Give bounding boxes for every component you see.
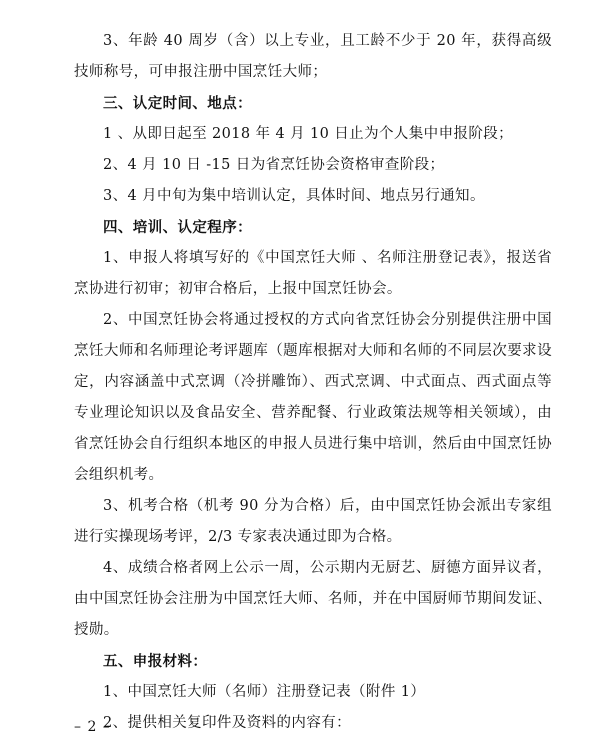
- paragraph-age-requirement: 3、年龄 40 周岁（含）以上专业，且工龄不少于 20 年，获得高级技师称号，可申报注册中国烹饪大师；: [74, 33, 552, 80]
- section-heading-materials: 五、申报材料：: [103, 653, 208, 670]
- paragraph-training-period: 3、4 月中旬为集中培训认定，具体时间、地点另行通知。: [103, 188, 485, 204]
- paragraph-application-period: 1 、从即日起至 2018 年 4 月 10 日止为个人集中申报阶段；: [103, 126, 514, 142]
- paragraph-procedure-4: 4、成绩合格者网上公示一周，公示期内无厨艺、厨德方面异议者，由中国烹饪协会注册为中国烹饪大师、名师，并在中国厨师节期间发证、授勋。: [74, 560, 552, 638]
- paragraph-review-period: 2、4 月 10 日 -15 日为省烹饪协会资格审查阶段；: [103, 157, 445, 173]
- section-heading-time-place: 三、认定时间、地点：: [103, 95, 252, 112]
- paragraph-procedure-3: 3、机考合格（机考 90 分为合格）后，由中国烹饪协会派出专家组进行实操现场考评，2/3 专家表决通过即为合格。: [74, 498, 552, 545]
- page-number: – 2 –: [74, 719, 111, 735]
- paragraph-procedure-2: 2、中国烹饪协会将通过授权的方式向省烹饪协会分别提供注册中国烹饪大师和名师理论考评题库（题库根据对大师和名师的不同层次要求设定，内容涵盖中式烹调（冷拼雕饰）、西式烹调、中式面点、西式面点等专业理论知识以及食品安全、营养配餐、行业政策法规等相关领域），由省烹饪协会自行组织本地区的申报人员进行集中培训，然后由中国烹饪协会组织机考。: [74, 312, 552, 483]
- paragraph-procedure-1: 1、申报人将填写好的《中国烹饪大师 、名师注册登记表》，报送省烹协进行初审；初审合格后，上报中国烹饪协会。: [74, 250, 552, 297]
- section-heading-procedure: 四、培训、认定程序：: [103, 219, 252, 236]
- document-page: [74, 26, 552, 739]
- paragraph-materials-2: 2、提供相关复印件及资料的内容有：: [103, 715, 352, 731]
- paragraph-materials-1: 1、中国烹饪大师（名师）注册登记表（附件 1）: [103, 684, 426, 700]
